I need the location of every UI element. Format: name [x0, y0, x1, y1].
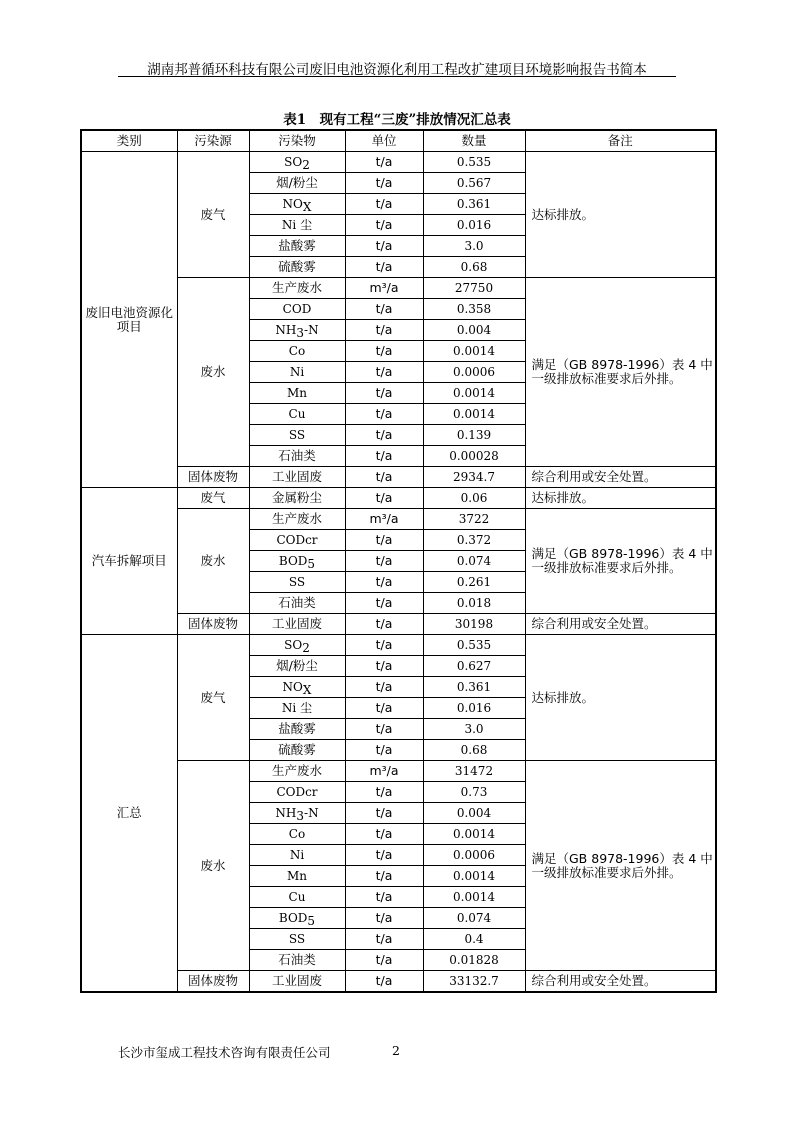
pollutant-subscript: 2	[302, 641, 310, 655]
table-row	[81, 971, 716, 993]
quantity-cell: 0.018	[423, 593, 525, 614]
quantity-cell: 30198	[423, 614, 525, 635]
pollutant-cell	[249, 404, 345, 425]
pollutant-name: 烟/粉尘	[276, 658, 318, 673]
table-body	[81, 152, 716, 993]
unit-cell: t/a	[345, 152, 423, 173]
pollutant-cell	[249, 593, 345, 614]
pollutant-cell	[249, 236, 345, 257]
remark-cell: 满足（GB 8978-1996）表 4 中一级排放标准要求后外排。	[525, 761, 716, 971]
quantity-cell: 0.004	[423, 320, 525, 341]
unit-cell: t/a	[345, 257, 423, 278]
pollutant-name: 石油类	[278, 595, 316, 610]
pollutant-cell	[249, 824, 345, 845]
pollutant-name: 生产废水	[271, 511, 322, 526]
source-cell: 固体废物	[177, 467, 249, 488]
pollutant-name: 石油类	[278, 952, 316, 967]
unit-cell: t/a	[345, 719, 423, 740]
quantity-cell: 0.535	[423, 635, 525, 656]
table-header-row	[81, 130, 716, 152]
pollutant-subscript: 5	[307, 557, 316, 571]
quantity-cell: 0.73	[423, 782, 525, 803]
quantity-cell: 0.016	[423, 215, 525, 236]
unit-cell: m³/a	[345, 278, 423, 299]
pollutant-cell	[249, 341, 345, 362]
quantity-cell: 3722	[423, 509, 525, 530]
pollutant-name: NH	[275, 323, 297, 337]
header-source: 污染源	[177, 130, 249, 152]
quantity-cell: 0.372	[423, 530, 525, 551]
quantity-cell: 27750	[423, 278, 525, 299]
quantity-cell: 0.261	[423, 572, 525, 593]
pollutant-cell	[249, 698, 345, 719]
pollutant-cell	[249, 677, 345, 698]
source-cell: 废水	[177, 509, 249, 614]
table-row	[81, 509, 716, 530]
pollutant-cell	[249, 278, 345, 299]
pollutant-cell	[249, 950, 345, 971]
pollutant-name: Ni 尘	[281, 218, 313, 232]
unit-cell: t/a	[345, 803, 423, 824]
pollutant-suffix: -N	[304, 323, 319, 337]
pollutant-name: CODcr	[276, 785, 318, 799]
pollutant-subscript: X	[302, 200, 312, 214]
unit-cell: t/a	[345, 677, 423, 698]
pollutant-cell	[249, 488, 345, 509]
header-remark: 备注	[525, 130, 716, 152]
pollutant-cell	[249, 299, 345, 320]
pollutant-cell	[249, 929, 345, 950]
pollutant-name: 工业固废	[271, 973, 322, 988]
source-cell: 废水	[177, 278, 249, 467]
pollutant-subscript: 3	[296, 809, 305, 823]
pollutant-name: SS	[288, 575, 306, 589]
pollutant-name: Ni	[289, 848, 305, 862]
pollutant-cell	[249, 257, 345, 278]
category-cell: 汇总	[81, 635, 177, 993]
pollutant-name: 生产废水	[271, 763, 322, 778]
quantity-cell: 0.074	[423, 551, 525, 572]
pollutant-name: 工业固废	[271, 469, 322, 484]
pollutant-subscript: X	[302, 683, 312, 697]
pollutant-name: BOD	[278, 554, 308, 568]
pollutant-name: Mn	[286, 386, 307, 400]
table-row	[81, 488, 716, 509]
pollutant-name: Co	[288, 344, 306, 358]
unit-cell: t/a	[345, 971, 423, 993]
quantity-cell: 0.361	[423, 194, 525, 215]
pollutant-cell	[249, 362, 345, 383]
source-cell: 废水	[177, 761, 249, 971]
unit-cell: t/a	[345, 782, 423, 803]
pollutant-cell	[249, 866, 345, 887]
unit-cell: m³/a	[345, 509, 423, 530]
pollutant-name: SS	[288, 932, 306, 946]
quantity-cell: 0.0014	[423, 824, 525, 845]
unit-cell: t/a	[345, 467, 423, 488]
quantity-cell: 2934.7	[423, 467, 525, 488]
pollutant-cell	[249, 656, 345, 677]
unit-cell: t/a	[345, 887, 423, 908]
pollutant-name: NO	[282, 197, 303, 211]
pollutant-name: Co	[288, 827, 306, 841]
page-header-title: 湖南邦普循环科技有限公司废旧电池资源化利用工程改扩建项目环境影响报告书简本	[147, 62, 647, 78]
remark-cell: 达标排放。	[525, 488, 716, 509]
table-row	[81, 761, 716, 782]
quantity-cell: 0.358	[423, 299, 525, 320]
remark-cell: 综合利用或安全处置。	[525, 467, 716, 488]
pollutant-cell	[249, 320, 345, 341]
pollutant-name: 工业固废	[271, 616, 322, 631]
pollutant-name: Ni	[289, 365, 305, 379]
pollutant-cell	[249, 467, 345, 488]
pollutant-name: 生产废水	[271, 280, 322, 295]
source-cell: 废气	[177, 488, 249, 509]
unit-cell: t/a	[345, 950, 423, 971]
remark-cell: 满足（GB 8978-1996）表 4 中一级排放标准要求后外排。	[525, 509, 716, 614]
pollutant-name: Cu	[288, 407, 306, 421]
unit-cell: t/a	[345, 341, 423, 362]
quantity-cell: 31472	[423, 761, 525, 782]
pollutant-cell	[249, 971, 345, 993]
table-row	[81, 614, 716, 635]
quantity-cell: 0.004	[423, 803, 525, 824]
unit-cell: t/a	[345, 929, 423, 950]
pollutant-name: SO	[284, 155, 303, 169]
quantity-cell: 0.0014	[423, 341, 525, 362]
header-quantity: 数量	[423, 130, 525, 152]
quantity-cell: 0.4	[423, 929, 525, 950]
unit-cell: t/a	[345, 320, 423, 341]
unit-cell: t/a	[345, 404, 423, 425]
unit-cell: t/a	[345, 383, 423, 404]
footer-company: 长沙市玺成工程技术咨询有限责任公司	[118, 1045, 331, 1060]
pollutant-cell	[249, 761, 345, 782]
pollutant-name: 石油类	[278, 448, 316, 463]
page-number: 2	[392, 1043, 400, 1058]
pollutant-cell	[249, 572, 345, 593]
pollutant-name: Cu	[288, 890, 306, 904]
source-cell: 废气	[177, 635, 249, 761]
unit-cell: t/a	[345, 446, 423, 467]
table-row	[81, 467, 716, 488]
header-unit: 单位	[345, 130, 423, 152]
pollutant-cell	[249, 614, 345, 635]
quantity-cell: 0.01828	[423, 950, 525, 971]
unit-cell: t/a	[345, 299, 423, 320]
remark-cell: 达标排放。	[525, 152, 716, 278]
quantity-cell: 0.68	[423, 740, 525, 761]
pollutant-name: NH	[275, 806, 297, 820]
pollutant-name: 硫酸雾	[278, 742, 316, 757]
pollutant-name: 硫酸雾	[278, 259, 316, 274]
quantity-cell: 3.0	[423, 719, 525, 740]
quantity-cell: 0.535	[423, 152, 525, 173]
quantity-cell: 0.567	[423, 173, 525, 194]
pollutant-name: SS	[288, 428, 306, 442]
table-row	[81, 152, 716, 173]
table-row	[81, 278, 716, 299]
quantity-cell: 0.0014	[423, 866, 525, 887]
pollutant-cell	[249, 425, 345, 446]
pollutant-suffix: -N	[304, 806, 319, 820]
unit-cell: t/a	[345, 845, 423, 866]
unit-cell: t/a	[345, 824, 423, 845]
quantity-cell: 0.0014	[423, 887, 525, 908]
pollutant-name: Ni 尘	[281, 701, 313, 715]
quantity-cell: 0.016	[423, 698, 525, 719]
unit-cell: t/a	[345, 551, 423, 572]
pollutant-cell	[249, 740, 345, 761]
pollutant-name: NO	[282, 680, 303, 694]
pollutant-cell	[249, 782, 345, 803]
remark-cell: 达标排放。	[525, 635, 716, 761]
header-category: 类别	[81, 130, 177, 152]
pollutant-subscript: 5	[307, 914, 316, 928]
unit-cell: t/a	[345, 236, 423, 257]
pollutant-cell	[249, 719, 345, 740]
unit-cell: t/a	[345, 362, 423, 383]
quantity-cell: 0.0014	[423, 404, 525, 425]
pollutant-cell	[249, 446, 345, 467]
pollutant-cell	[249, 173, 345, 194]
quantity-cell: 0.0014	[423, 383, 525, 404]
pollutant-cell	[249, 509, 345, 530]
pollutant-name: CODcr	[276, 533, 318, 547]
source-cell: 废气	[177, 152, 249, 278]
remark-cell: 满足（GB 8978-1996）表 4 中一级排放标准要求后外排。	[525, 278, 716, 467]
category-cell: 废旧电池资源化项目	[81, 152, 177, 488]
quantity-cell: 33132.7	[423, 971, 525, 993]
emissions-summary-table	[80, 129, 717, 993]
pollutant-subscript: 2	[302, 158, 310, 172]
pollutant-name: SO	[284, 638, 303, 652]
unit-cell: t/a	[345, 614, 423, 635]
pollutant-name: BOD	[278, 911, 308, 925]
header-pollutant: 污染物	[249, 130, 345, 152]
pollutant-name: 烟/粉尘	[276, 175, 318, 190]
pollutant-cell	[249, 551, 345, 572]
quantity-cell: 0.361	[423, 677, 525, 698]
quantity-cell: 0.0006	[423, 362, 525, 383]
pollutant-cell	[249, 845, 345, 866]
unit-cell: t/a	[345, 740, 423, 761]
remark-cell: 综合利用或安全处置。	[525, 614, 716, 635]
quantity-cell: 0.06	[423, 488, 525, 509]
unit-cell: t/a	[345, 635, 423, 656]
unit-cell: t/a	[345, 173, 423, 194]
pollutant-name: 盐酸雾	[278, 721, 316, 736]
pollutant-subscript: 3	[296, 326, 305, 340]
pollutant-cell	[249, 152, 345, 173]
header-rule	[118, 76, 676, 77]
pollutant-name: 金属粉尘	[271, 490, 322, 505]
pollutant-cell	[249, 383, 345, 404]
quantity-cell: 0.68	[423, 257, 525, 278]
unit-cell: t/a	[345, 425, 423, 446]
source-cell: 固体废物	[177, 971, 249, 993]
table-row	[81, 635, 716, 656]
remark-cell: 综合利用或安全处置。	[525, 971, 716, 993]
quantity-cell: 0.0006	[423, 845, 525, 866]
unit-cell: t/a	[345, 908, 423, 929]
source-cell: 固体废物	[177, 614, 249, 635]
unit-cell: t/a	[345, 593, 423, 614]
unit-cell: t/a	[345, 530, 423, 551]
unit-cell: t/a	[345, 698, 423, 719]
pollutant-cell	[249, 908, 345, 929]
quantity-cell: 0.139	[423, 425, 525, 446]
table-caption: 表1 现有工程“三废”排放情况汇总表	[283, 112, 511, 128]
quantity-cell: 0.00028	[423, 446, 525, 467]
unit-cell: t/a	[345, 656, 423, 677]
unit-cell: t/a	[345, 572, 423, 593]
pollutant-name: 盐酸雾	[278, 238, 316, 253]
unit-cell: m³/a	[345, 761, 423, 782]
quantity-cell: 3.0	[423, 236, 525, 257]
pollutant-name: COD	[282, 302, 312, 316]
pollutant-cell	[249, 530, 345, 551]
unit-cell: t/a	[345, 215, 423, 236]
pollutant-cell	[249, 803, 345, 824]
pollutant-cell	[249, 635, 345, 656]
category-cell: 汽车拆解项目	[81, 488, 177, 635]
quantity-cell: 0.074	[423, 908, 525, 929]
quantity-cell: 0.627	[423, 656, 525, 677]
pollutant-cell	[249, 215, 345, 236]
pollutant-cell	[249, 887, 345, 908]
unit-cell: t/a	[345, 194, 423, 215]
unit-cell: t/a	[345, 866, 423, 887]
unit-cell: t/a	[345, 488, 423, 509]
pollutant-cell	[249, 194, 345, 215]
pollutant-name: Mn	[286, 869, 307, 883]
